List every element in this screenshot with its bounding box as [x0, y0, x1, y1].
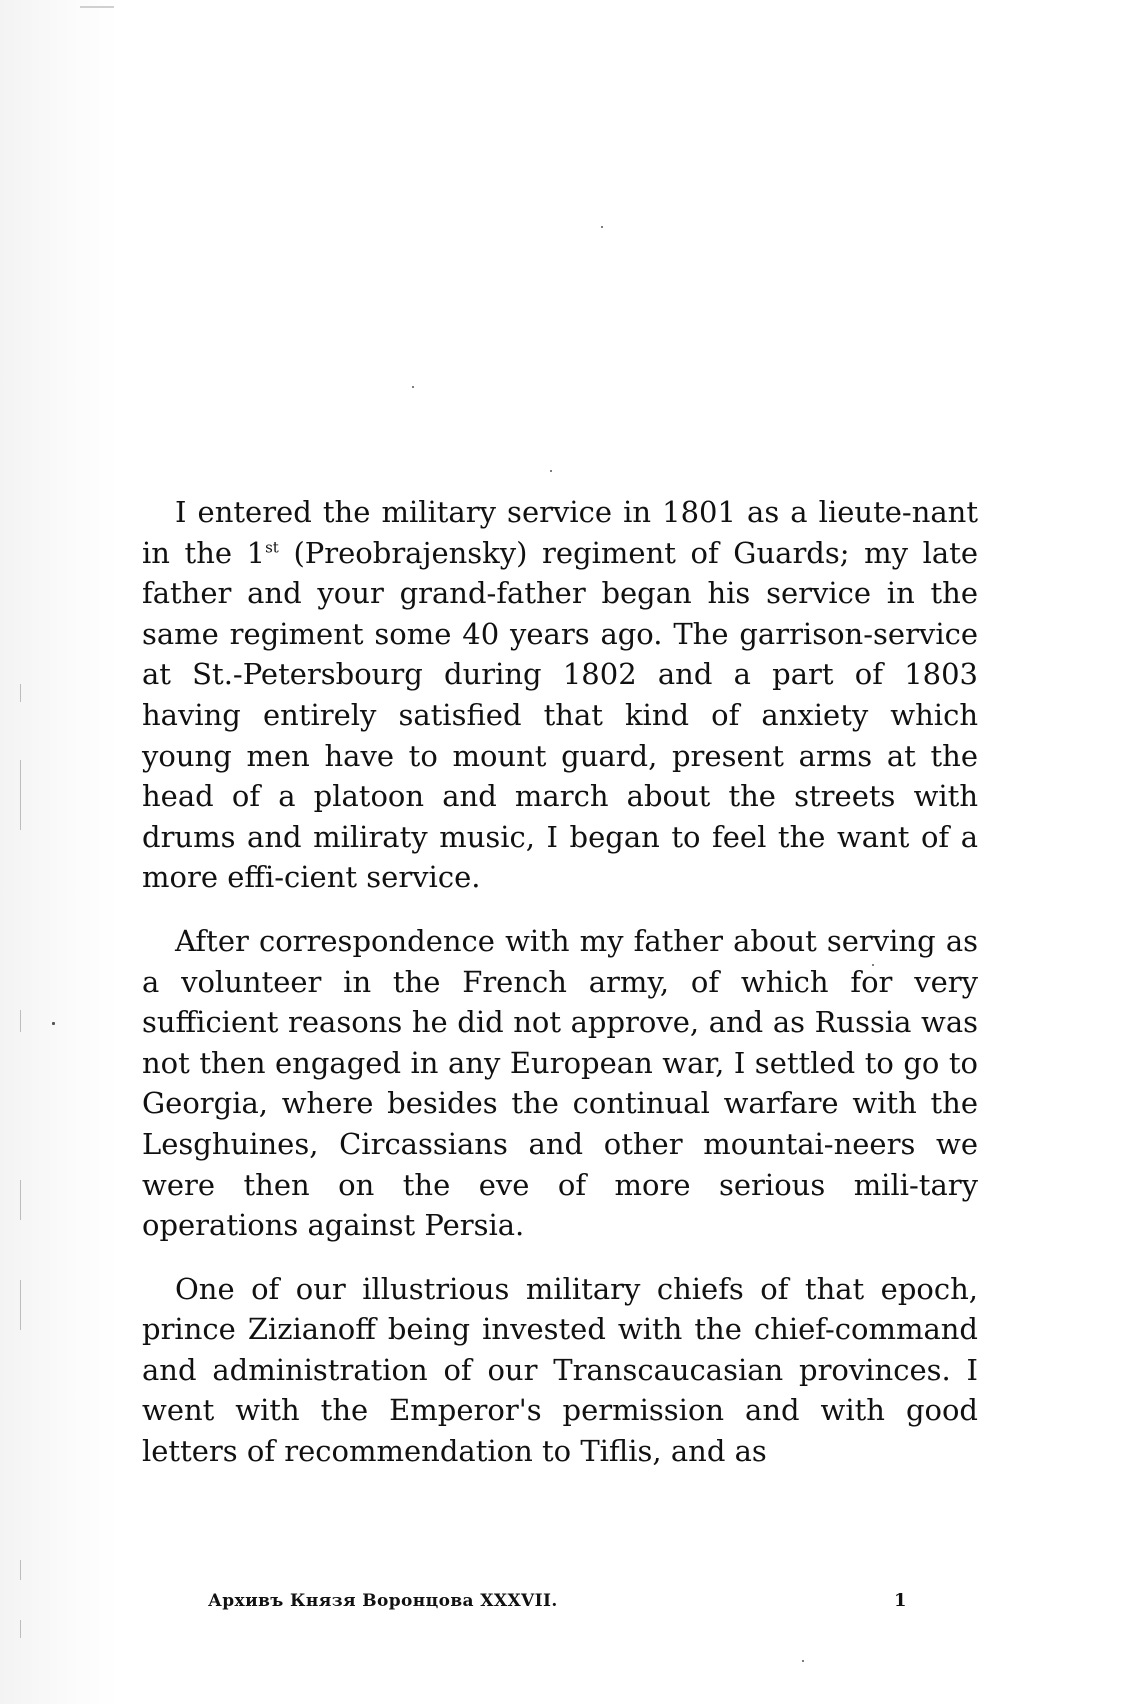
margin-tick [20, 760, 21, 830]
scan-margin-shadow [0, 0, 118, 1704]
ink-speck [550, 470, 552, 472]
margin-tick [20, 684, 21, 702]
paragraph-text: I entered the military service in 1801 as a lieute-nant in the 1 [142, 495, 978, 570]
footer-signature: Архивъ Князя Воронцова XXXVII. [208, 1591, 558, 1611]
margin-tick [20, 1180, 21, 1220]
ordinal-superscript: st [265, 537, 279, 556]
paragraph [142, 492, 978, 898]
ink-speck [412, 386, 414, 388]
margin-tick [20, 1010, 21, 1032]
page-number: 1 [894, 1590, 907, 1611]
margin-tick [20, 1560, 21, 1580]
ink-speck [802, 1660, 804, 1662]
paragraph: One of our illustrious military chiefs of that epoch, prince Zizianoff being invested with the chief-command and administration of our Transcaucasian provinces. I went with the Emperor's permission and with good letters of recommendation to Tiflis, and as [142, 1271, 978, 1469]
paragraph: After correspondence with my father about serving as a volunteer in the French army, of which for very sufficient reasons he did not approve, and as Russia was not then engaged in any European war, I settled to go to Georgia, where besides the continual warfare with the Lesghuines, Circassians and other mountai-neers we were then on the eve of more serious mili-tary operations against Persia. [142, 923, 978, 1243]
margin-tick [20, 1280, 21, 1330]
ink-speck [52, 1022, 55, 1025]
paragraph-text: (Preobrajensky) regiment of Guards; my late father and your grand-father began his service in the same regiment some 40 years ago. The garrison-service at St.-Petersbourg during 1802 and a part of 1803 having entirely satisfied that kind of anxiety which young men have to mount guard, present arms at the head of a platoon and march about the streets with drums and miliraty music, I began to feel the want of a more effi-cient service. [142, 535, 978, 895]
margin-tick [20, 1620, 21, 1638]
scan-top-mark [80, 6, 114, 8]
body-text [142, 492, 978, 1472]
ink-speck [601, 226, 603, 228]
